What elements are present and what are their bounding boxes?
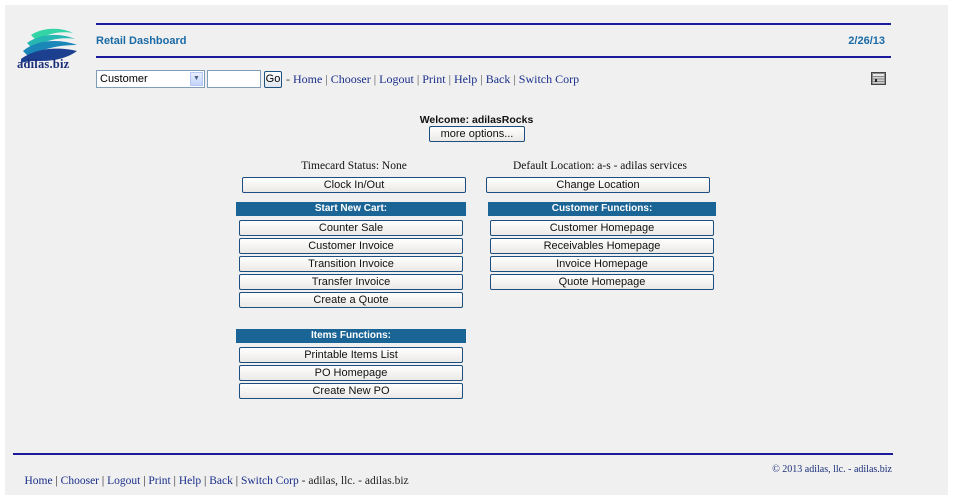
copyright-text: © 2013 adilas, llc. - adilas.biz: [772, 464, 892, 475]
toolbar: [96, 68, 579, 90]
search-input[interactable]: [207, 70, 261, 88]
change-location-button[interactable]: Change Location: [486, 177, 710, 193]
calculator-icon[interactable]: [871, 72, 886, 85]
header-bottom-rule: [96, 56, 891, 58]
items-functions-header: Items Functions:: [236, 329, 466, 343]
header-date: 2/26/13: [848, 35, 885, 47]
timecard-status: Timecard Status: None: [301, 160, 407, 172]
footer-links: [13, 463, 409, 499]
footer-separator: |: [140, 475, 149, 487]
logo-text: adilas.biz: [17, 57, 70, 71]
default-location-status: Default Location: a-s - adilas services: [512, 160, 688, 172]
footer-suffix: - adilas, llc. - adilas.biz: [298, 475, 409, 487]
create-quote-button[interactable]: Create a Quote: [239, 292, 463, 308]
footer-separator: |: [201, 475, 210, 487]
nav-prefix: -: [286, 71, 293, 86]
nav-separator: |: [413, 71, 423, 86]
footer-link-home[interactable]: Home: [24, 475, 53, 487]
nav-link-switch-corp[interactable]: Switch Corp: [518, 71, 580, 86]
nav-link-logout[interactable]: Logout: [379, 71, 414, 86]
more-options-button[interactable]: more options...: [429, 126, 525, 142]
invoice-homepage-button[interactable]: Invoice Homepage: [490, 256, 714, 272]
footer-rule: [13, 453, 893, 455]
footer-separator: |: [232, 475, 241, 487]
po-homepage-button[interactable]: PO Homepage: [239, 365, 463, 381]
footer-separator: |: [52, 475, 61, 487]
page: [5, 5, 948, 495]
footer-link-print[interactable]: Print: [148, 475, 171, 487]
footer-link-logout[interactable]: Logout: [107, 475, 141, 487]
transfer-invoice-button[interactable]: Transfer Invoice: [239, 274, 463, 290]
footer-separator: |: [170, 475, 179, 487]
nav-link-help[interactable]: Help: [453, 71, 478, 86]
nav-link-back[interactable]: Back: [485, 71, 511, 86]
nav-separator: |: [322, 71, 331, 86]
clock-in-out-button[interactable]: Clock In/Out: [242, 177, 466, 193]
nav-separator: |: [370, 71, 380, 86]
create-new-po-button[interactable]: Create New PO: [239, 383, 463, 399]
footer-link-switch-corp[interactable]: Switch Corp: [240, 475, 299, 487]
printable-items-list-button[interactable]: Printable Items List: [239, 347, 463, 363]
nav-link-print[interactable]: Print: [422, 71, 446, 86]
search-type-select[interactable]: [96, 70, 205, 88]
header-top-rule: [96, 23, 891, 25]
quote-homepage-button[interactable]: Quote Homepage: [490, 274, 714, 290]
nav-separator: |: [510, 71, 519, 86]
counter-sale-button[interactable]: Counter Sale: [239, 220, 463, 236]
nav-separator: |: [445, 71, 454, 86]
welcome-text: Welcome: adilasRocks: [419, 114, 534, 126]
top-nav-links: [286, 72, 579, 87]
chevron-down-icon[interactable]: ▼: [190, 72, 203, 86]
nav-link-chooser[interactable]: Chooser: [330, 71, 371, 86]
customer-functions-header: Customer Functions:: [488, 202, 716, 216]
footer-separator: |: [99, 475, 108, 487]
footer-link-chooser[interactable]: Chooser: [60, 475, 100, 487]
go-button[interactable]: Go: [264, 71, 282, 88]
nav-separator: |: [477, 71, 486, 86]
footer-link-help[interactable]: Help: [178, 475, 202, 487]
nav-link-home[interactable]: Home: [293, 71, 323, 86]
start-new-cart-header: Start New Cart:: [236, 202, 466, 216]
search-type-selected: Customer: [100, 73, 148, 85]
receivables-homepage-button[interactable]: Receivables Homepage: [490, 238, 714, 254]
customer-invoice-button[interactable]: Customer Invoice: [239, 238, 463, 254]
footer-link-back[interactable]: Back: [209, 475, 233, 487]
transition-invoice-button[interactable]: Transition Invoice: [239, 256, 463, 272]
customer-homepage-button[interactable]: Customer Homepage: [490, 220, 714, 236]
page-title: Retail Dashboard: [96, 35, 187, 47]
